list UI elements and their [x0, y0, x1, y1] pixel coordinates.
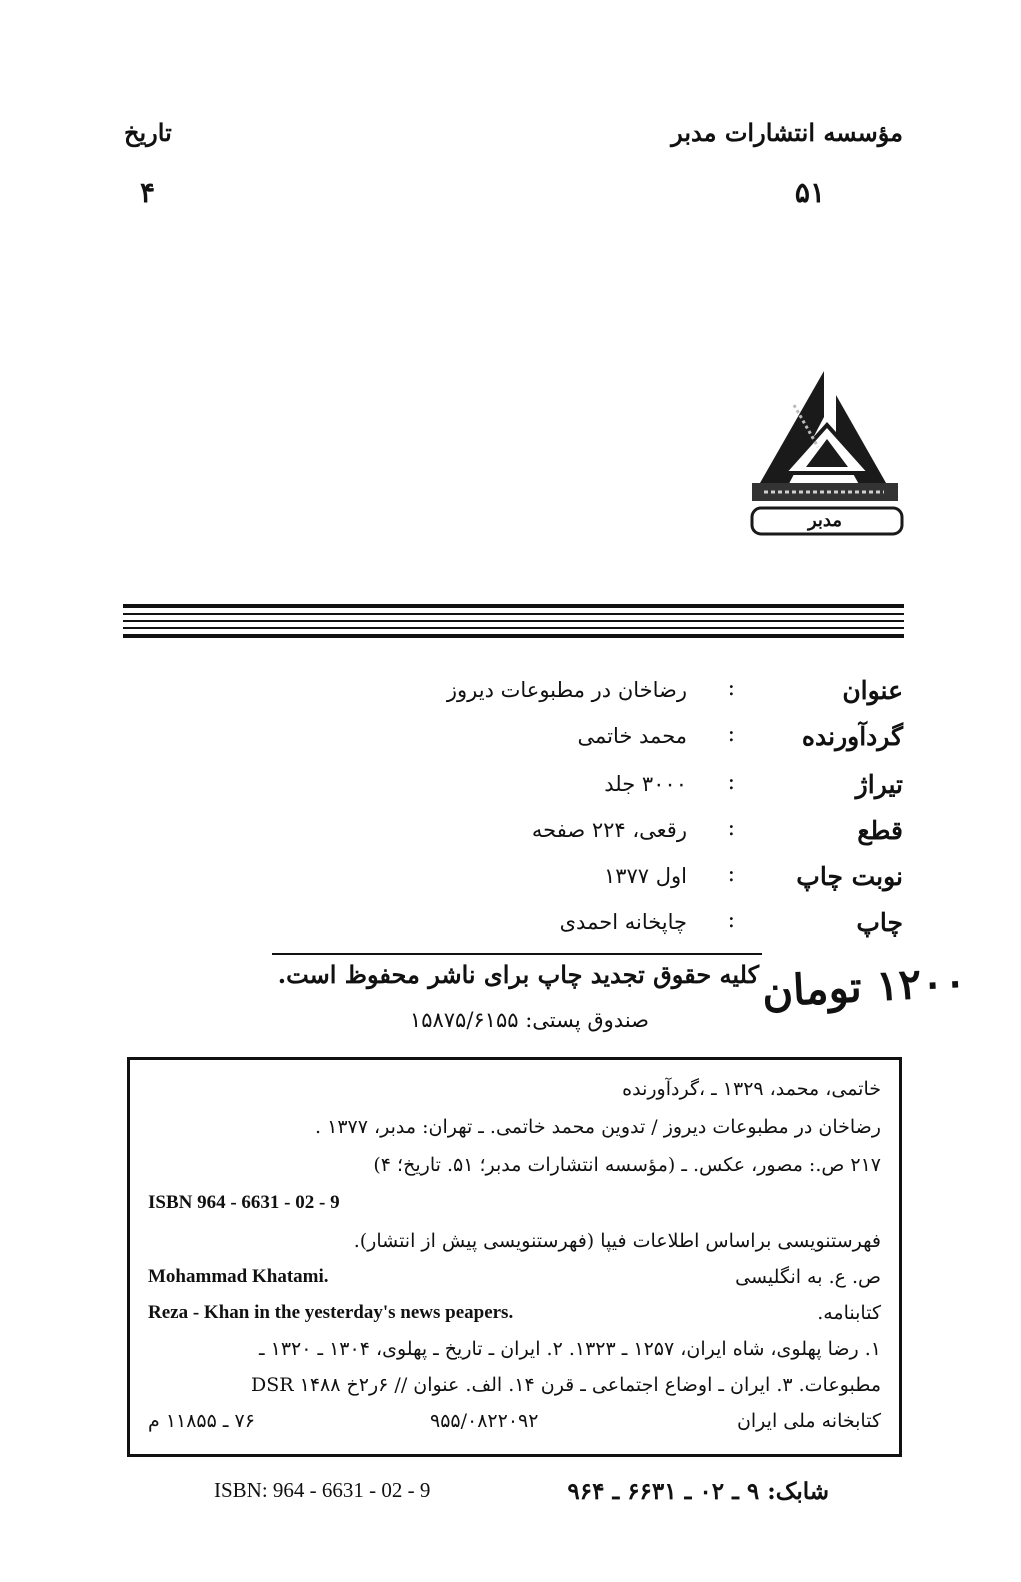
- catalog-title-en: Reza - Khan in the yesterday's news peapers.: [148, 1302, 514, 1323]
- catalog-title-line: رضاخان در مطبوعات دیروز / تدوین محمد خاتمی. ـ تهران: مدبر، ۱۳۷۷ .: [315, 1116, 881, 1138]
- catalog-isbn: ISBN 964 - 6631 - 02 - 9: [148, 1192, 340, 1213]
- info-separator: :: [727, 722, 735, 747]
- logo-caption: مدبر: [807, 510, 843, 531]
- horizontal-rules: [123, 604, 904, 643]
- series-name: مؤسسه انتشارات مدبر: [671, 118, 903, 147]
- info-separator: :: [727, 676, 735, 701]
- catalog-author-line: خاتمی، محمد، ۱۳۲۹ ـ ،گردآورنده: [622, 1078, 881, 1100]
- info-value: رقعی، ۲۲۴ صفحه: [531, 818, 687, 842]
- info-separator: :: [727, 816, 735, 841]
- info-value: محمد خاتمی: [577, 724, 687, 748]
- info-separator: :: [727, 908, 735, 933]
- info-value: چاپخانه احمدی: [559, 910, 687, 934]
- info-row-compiler: [423, 722, 903, 758]
- divider-line: [272, 953, 762, 955]
- rights-notice: کلیه حقوق تجدید چاپ برای ناشر محفوظ است.: [277, 960, 759, 989]
- info-separator: :: [727, 862, 735, 887]
- isbn-number: ISBN: 964 - 6631 - 02 - 9: [214, 1478, 431, 1502]
- info-label: قطع: [857, 816, 903, 845]
- info-value: اول ۱۳۷۷: [603, 864, 687, 888]
- info-row-printer: [423, 908, 903, 944]
- info-label: گردآورنده: [801, 722, 903, 751]
- catalog-english-note: ص. ع. به انگلیسی: [735, 1266, 881, 1288]
- info-row-circulation: [423, 770, 903, 806]
- info-value: رضاخان در مطبوعات دیروز: [446, 678, 687, 702]
- info-label: عنوان: [842, 676, 903, 705]
- catalog-bibliography: کتابنامه.: [817, 1302, 881, 1324]
- catalog-library: کتابخانه ملی ایران: [736, 1410, 881, 1432]
- info-row-format: [423, 816, 903, 852]
- topic-name: تاریخ: [124, 118, 172, 147]
- series-number: ۵۱: [794, 176, 825, 209]
- topic-number: ۴: [140, 176, 156, 209]
- info-separator: :: [727, 770, 735, 795]
- info-label: نوبت چاپ: [796, 862, 903, 891]
- publisher-logo: [744, 365, 906, 540]
- info-row-edition: [423, 862, 903, 898]
- handwritten-price: ۱۲۰۰ تومان: [760, 956, 968, 1017]
- info-label: چاپ: [856, 908, 903, 937]
- info-row-title: [423, 676, 903, 712]
- catalog-description-line: ۲۱۷ ص.: مصور، عکس. ـ (مؤسسه انتشارات مدبر؛ ۵۱. تاریخ؛ ۴): [373, 1154, 881, 1176]
- info-label: تیراژ: [855, 770, 903, 799]
- po-box: صندوق پستی: ۱۵۸۷۵/۶۱۵۵: [409, 1008, 649, 1032]
- catalog-fipa-note: فهرستنویسی براساس اطلاعات فیپا (فهرستنویسی پیش از انتشار).: [353, 1230, 881, 1252]
- catalog-subjects-line1: ۱. رضا پهلوی، شاه ایران، ۱۲۵۷ ـ ۱۳۲۳. ۲. ایران ـ تاریخ ـ پهلوی، ۱۳۰۴ ـ ۱۳۲۰ ـ: [259, 1338, 881, 1360]
- catalog-dewey: ۹۵۵/۰۸۲۲۰۹۲: [430, 1410, 539, 1432]
- shabak-number: شابک: ۹ ـ ۰۲ ـ ۶۶۳۱ ـ ۹۶۴: [567, 1478, 829, 1505]
- cip-catalog-box: [127, 1057, 902, 1457]
- catalog-author-en: Mohammad Khatami.: [148, 1266, 329, 1287]
- catalog-subjects-line2: مطبوعات. ۳. ایران ـ اوضاع اجتماعی ـ قرن ۱۴. الف. عنوان // ۶ر۲خ ۱۴۸۸ DSR: [251, 1374, 881, 1396]
- info-value: ۳۰۰۰ جلد: [604, 772, 687, 796]
- catalog-control-number: ۷۶ ـ ۱۱۸۵۵ م: [148, 1410, 255, 1432]
